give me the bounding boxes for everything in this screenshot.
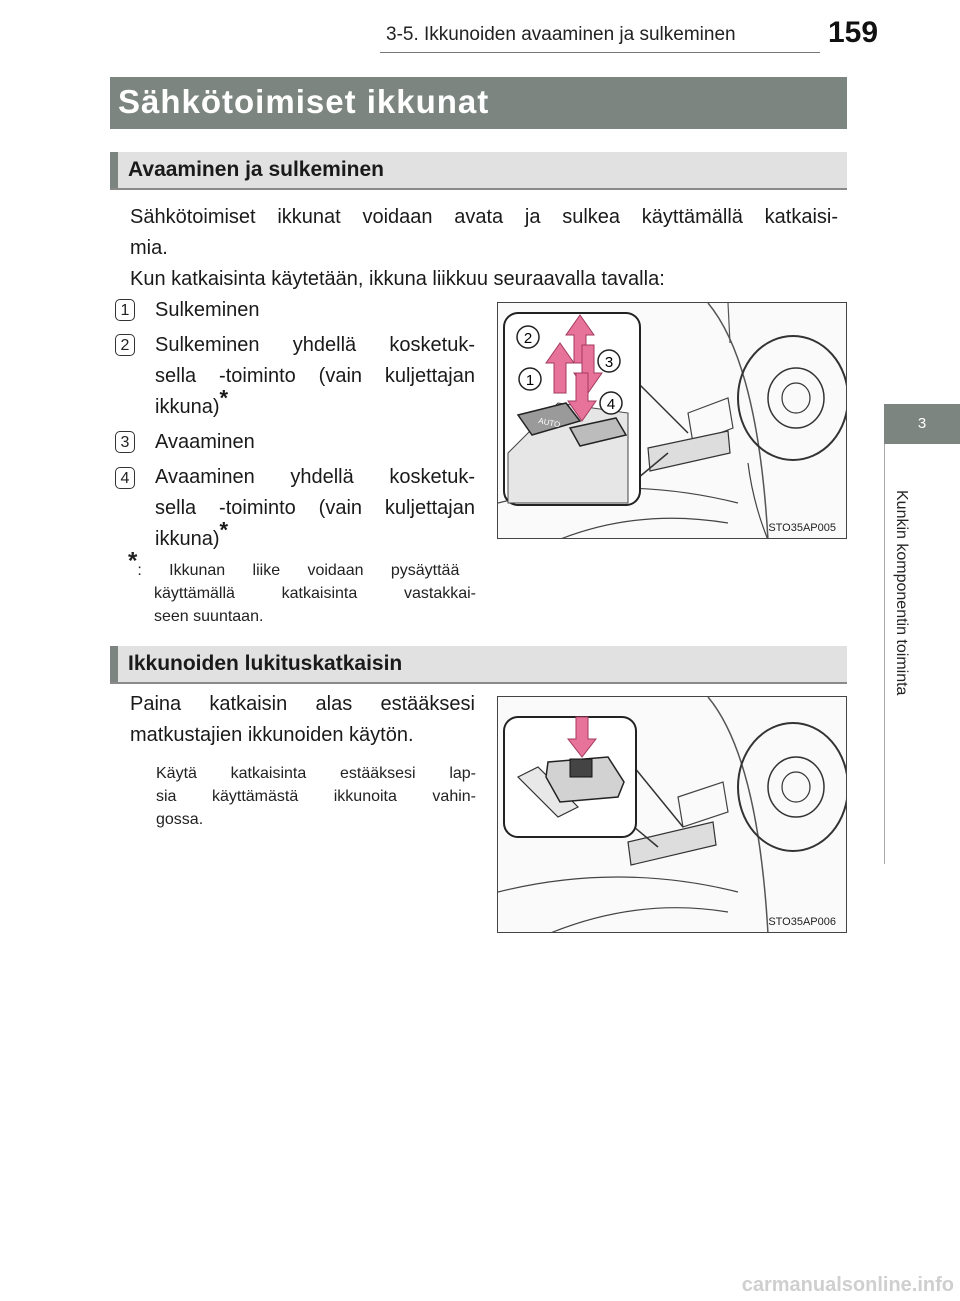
footnote-marker: *	[219, 517, 229, 543]
footnote-text: : Ikkunan liike voidaan pysäyttää	[137, 562, 460, 579]
note-text: sia käyttämästä ikkunoita vahin-	[156, 788, 476, 805]
item-text: ikkuna)	[155, 528, 220, 550]
item-number-badge: 1	[115, 299, 135, 321]
item-text: sella -toiminto (vain kuljettajan	[155, 365, 475, 387]
item-text: sella -toiminto (vain kuljettajan	[155, 497, 475, 519]
chapter-header: 3-5. Ikkunoiden avaaminen ja sulkeminen	[386, 24, 736, 45]
footnote-star: *	[128, 547, 138, 575]
figure-label: STO35AP005	[768, 522, 836, 534]
item-text: ikkuna)	[155, 396, 220, 418]
footnote-marker: *	[219, 385, 229, 411]
figure-label: STO35AP006	[768, 916, 836, 928]
callout-number: 1	[525, 372, 535, 389]
section-heading-opening-closing	[110, 152, 847, 190]
item-number-badge: 3	[115, 431, 135, 453]
page-number: 159	[828, 16, 879, 49]
figure-window-lock-switch	[497, 696, 847, 933]
item-number-badge: 2	[115, 334, 135, 356]
item-text: Avaaminen yhdellä kosketuk-	[155, 466, 475, 488]
figure-window-switch-operation	[497, 302, 847, 539]
callout-number: 4	[606, 396, 616, 413]
lock-switch-illustration	[498, 697, 847, 933]
section-accent-bar	[110, 152, 118, 188]
chapter-tab: 3	[884, 404, 960, 444]
intro-line: Kun katkaisinta käytetään, ikkuna liikkuu seuraavalla tavalla:	[130, 268, 665, 290]
section-heading-window-lock	[110, 646, 847, 684]
header-divider	[380, 52, 820, 53]
side-divider	[884, 444, 885, 864]
list-item-one-touch-closing	[155, 330, 475, 423]
section-accent-bar	[110, 646, 118, 682]
door-switch-illustration	[498, 303, 847, 539]
item-number-badge: 4	[115, 467, 135, 489]
callout-number: 2	[523, 330, 533, 347]
item-text: Sulkeminen yhdellä kosketuk-	[155, 334, 475, 356]
title-banner	[110, 77, 847, 129]
item-text: Avaaminen	[155, 431, 255, 453]
footnote-text: käyttämällä katkaisinta vastakkai-	[154, 585, 476, 602]
footnote	[128, 547, 476, 628]
footnote-text: seen suuntaan.	[154, 608, 264, 625]
intro-line: mia.	[130, 237, 168, 259]
body-line: Paina katkaisin alas estääksesi	[130, 693, 475, 715]
page-title: Sähkötoimiset ikkunat	[118, 83, 490, 120]
callout-number: 3	[604, 354, 614, 371]
list-item-one-touch-opening	[155, 462, 475, 555]
list-item-opening	[155, 427, 475, 458]
section-heading-text: Avaaminen ja sulkeminen	[128, 158, 384, 181]
note-text: Käytä katkaisinta estääksesi lap-	[156, 765, 476, 782]
note-block	[156, 762, 476, 831]
body-line: matkustajien ikkunoiden käytön.	[130, 724, 414, 746]
chapter-side-label: Kunkin komponentin toiminta	[893, 490, 910, 696]
note-text: gossa.	[156, 811, 204, 828]
item-text: Sulkeminen	[155, 299, 260, 321]
list-item-closing	[155, 295, 475, 326]
section-heading-text: Ikkunoiden lukituskatkaisin	[128, 652, 403, 675]
watermark: carmanualsonline.info	[741, 1274, 954, 1296]
intro-line: Sähkötoimiset ikkunat voidaan avata ja sulkea käyttämällä katkaisi-	[130, 206, 838, 228]
auto-label: AUTO	[537, 416, 562, 430]
